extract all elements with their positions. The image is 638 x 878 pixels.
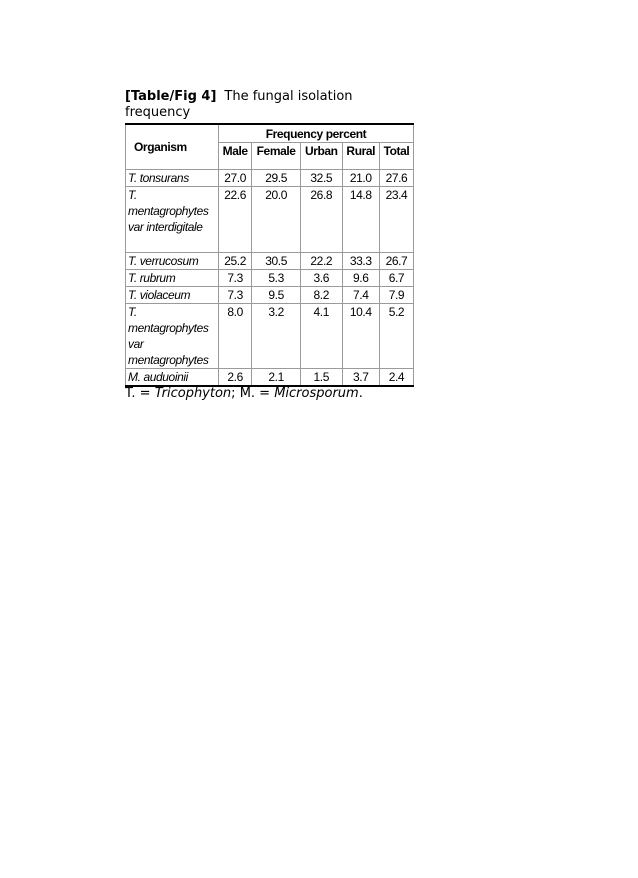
value-cell: 25.2 (219, 253, 252, 270)
frequency-table (125, 123, 414, 387)
value-cell: 2.1 (252, 369, 301, 387)
footnote-t-abbrev: T. = (125, 386, 155, 401)
organism-name: T. tonsurans (126, 170, 219, 187)
value-cell: 7.3 (219, 270, 252, 287)
value-cell: 7.4 (342, 287, 379, 304)
column-header-male: Male (219, 143, 252, 170)
value-cell: 5.2 (379, 304, 413, 369)
column-header-total: Total (379, 143, 413, 170)
value-cell: 20.0 (252, 187, 301, 253)
table-footnote (125, 386, 363, 402)
organism-column-header: Organism (126, 124, 219, 170)
column-header-female: Female (252, 143, 301, 170)
value-cell: 1.5 (300, 369, 342, 387)
organism-name: M. auduoinii (126, 369, 219, 387)
table-row (126, 369, 414, 387)
value-cell: 26.7 (379, 253, 413, 270)
value-cell: 14.8 (342, 187, 379, 253)
table-row (126, 304, 414, 369)
table-caption (125, 89, 375, 121)
frequency-percent-header: Frequency percent (219, 124, 414, 143)
value-cell: 9.5 (252, 287, 301, 304)
figure-label: [Table/Fig 4] (125, 89, 217, 104)
value-cell: 27.0 (219, 170, 252, 187)
organism-name: T. verrucosum (126, 253, 219, 270)
value-cell: 3.7 (342, 369, 379, 387)
value-cell: 9.6 (342, 270, 379, 287)
organism-name: T. mentagrophytes var mentagrophytes (126, 304, 219, 369)
value-cell: 32.5 (300, 170, 342, 187)
value-cell: 7.9 (379, 287, 413, 304)
value-cell: 3.2 (252, 304, 301, 369)
value-cell: 10.4 (342, 304, 379, 369)
value-cell: 26.8 (300, 187, 342, 253)
caption-text: The fungal isolation frequency (125, 89, 353, 120)
value-cell: 21.0 (342, 170, 379, 187)
value-cell: 4.1 (300, 304, 342, 369)
value-cell: 29.5 (252, 170, 301, 187)
column-header-rural: Rural (342, 143, 379, 170)
table-row (126, 270, 414, 287)
value-cell: 30.5 (252, 253, 301, 270)
value-cell: 8.0 (219, 304, 252, 369)
value-cell: 22.2 (300, 253, 342, 270)
table-row (126, 253, 414, 270)
value-cell: 6.7 (379, 270, 413, 287)
value-cell: 7.3 (219, 287, 252, 304)
footnote-t-name: Tricophyton (154, 386, 232, 401)
value-cell: 8.2 (300, 287, 342, 304)
organism-name: T. violaceum (126, 287, 219, 304)
value-cell: 22.6 (219, 187, 252, 253)
value-cell: 23.4 (379, 187, 413, 253)
table-row (126, 187, 414, 253)
value-cell: 2.6 (219, 369, 252, 387)
value-cell: 27.6 (379, 170, 413, 187)
footnote-m-name: Microsporum (274, 386, 359, 401)
footnote-separator: ; (231, 386, 240, 401)
value-cell: 3.6 (300, 270, 342, 287)
table-row (126, 170, 414, 187)
table-row (126, 287, 414, 304)
footnote-m-abbrev: M. = (239, 386, 275, 401)
organism-name: T. rubrum (126, 270, 219, 287)
footnote-end: . (358, 386, 363, 401)
value-cell: 5.3 (252, 270, 301, 287)
value-cell: 33.3 (342, 253, 379, 270)
organism-name: T. mentagrophytes var interdigitale (126, 187, 219, 253)
value-cell: 2.4 (379, 369, 413, 387)
column-header-urban: Urban (300, 143, 342, 170)
